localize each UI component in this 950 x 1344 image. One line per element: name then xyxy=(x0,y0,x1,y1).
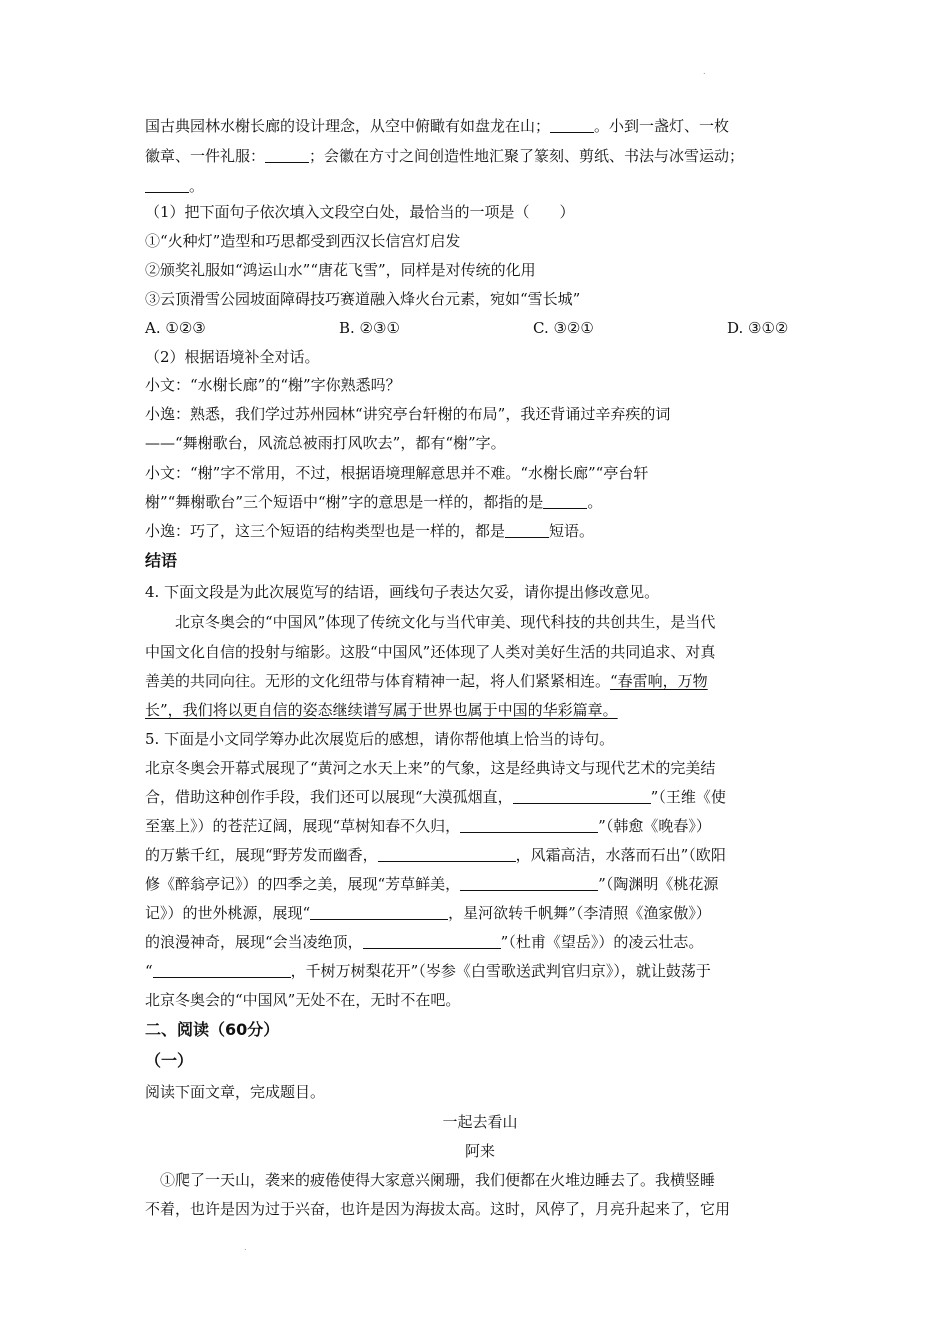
option-c: C. ③②① xyxy=(533,319,594,337)
poem-blank xyxy=(513,788,651,804)
poem-blank xyxy=(153,962,291,978)
q5-line: 合，借助这种创作手段，我们还可以展现“大漠孤烟直， ”（王维《使 xyxy=(145,788,726,806)
article-paragraph: ①爬了一天山，袭来的疲倦使得大家意兴阑珊，我们便都在火堆边睡去了。我横竖睡 xyxy=(160,1171,716,1189)
poem-blank xyxy=(460,817,598,833)
section-heading-conclusion: 结语 xyxy=(145,551,178,570)
poem-blank xyxy=(460,875,598,891)
dialogue-line: 小逸：巧了，这三个短语的结构类型也是一样的，都是 短语。 xyxy=(145,522,595,540)
answer-blank xyxy=(505,522,549,538)
q3-sub2: （2）根据语境补全对话。 xyxy=(145,348,320,366)
q5-line: “ ，千树万树梨花开”（岑参《白雪歌送武判官归京》），就让鼓荡于 xyxy=(145,962,711,980)
q3-sub1: （1）把下面句子依次填入文段空白处，最恰当的一项是（ ） xyxy=(145,203,575,221)
passage-line: 国古典园林水榭长廊的设计理念，从空中俯瞰有如盘龙在山； 。小到一盏灯、一枚 xyxy=(145,117,730,135)
dialogue-line: 榭”“舞榭歌台”三个短语中“榭”字的意思是一样的，都指的是 。 xyxy=(145,493,603,511)
scan-dot: . xyxy=(244,1243,247,1252)
q4-passage-line xyxy=(145,700,815,720)
dialogue-line: 小逸：熟悉，我们学过苏州园林“讲究亭台轩榭的布局”，我还背诵过辛弃疾的词 xyxy=(145,405,671,423)
q5-line: 的万紫千红，展现“野芳发而幽香， ，风霜高洁，水落而石出”（欧阳 xyxy=(145,846,726,864)
answer-blank xyxy=(550,117,594,133)
article-paragraph: 不着，也许是因为过于兴奋，也许是因为海拔太高。这时，风停了，月亮升起来了，它用 xyxy=(145,1200,731,1218)
q5-line: 北京冬奥会的“中国风”无处不在，无时不在吧。 xyxy=(145,991,461,1009)
dialogue-line: ——“舞榭歌台，风流总被雨打风吹去”，都有“榭”字。 xyxy=(145,434,506,452)
poem-blank xyxy=(310,904,448,920)
q5-line: 记》）的世外桃源，展现“ ，星河欲转千帆舞”（李清照《渔家傲》） xyxy=(145,904,711,922)
q4-stem: 4. 下面文段是为此次展览写的结语，画线句子表达欠妥，请你提出修改意见。 xyxy=(145,583,660,601)
dialogue-line: 小文：“水榭长廊”的“榭”字你熟悉吗？ xyxy=(145,376,401,394)
passage-line: 。 xyxy=(145,176,815,196)
poem-blank xyxy=(363,933,501,949)
q5-stem: 5. 下面是小文同学筹办此次展览后的感想，请你帮他填上恰当的诗句。 xyxy=(145,730,615,748)
underlined-sentence: “春雷响，万物 xyxy=(610,672,708,690)
passage-line: 徽章、一件礼服： ；会徽在方寸之间创造性地汇聚了篆刻、剪纸、书法与冰雪运动； xyxy=(145,147,745,165)
dialogue-line: 小文：“榭”字不常用，不过，根据语境理解意思并不难。“水榭长廊”“亭台轩 xyxy=(145,464,649,482)
option-a: A. ①②③ xyxy=(145,319,206,337)
q4-passage-line: 北京冬奥会的“中国风”体现了传统文化与当代审美、现代科技的共创共生，是当代 xyxy=(175,613,716,631)
option-d: D. ③①② xyxy=(727,319,789,337)
answer-blank xyxy=(265,147,309,163)
q3-sentence-3: ③云顶滑雪公园坡面障碍技巧赛道融入烽火台元素，宛如“雪长城” xyxy=(145,290,581,308)
option-b: B. ②③① xyxy=(339,319,400,337)
q5-line: 的浪漫神奇，展现“会当凌绝顶， ”（杜甫《望岳》）的凌云壮志。 xyxy=(145,933,704,951)
answer-blank xyxy=(543,493,587,509)
q3-sentence-1: ①“火种灯”造型和巧思都受到西汉长信宫灯启发 xyxy=(145,232,461,250)
article-title: 一起去看山 xyxy=(442,1113,518,1131)
reading-instruction: 阅读下面文章，完成题目。 xyxy=(145,1083,326,1101)
answer-blank xyxy=(145,177,189,193)
underlined-sentence: 长”，我们将以更自信的姿态继续谱写属于世界也属于中国的华彩篇章。 xyxy=(145,701,618,719)
reading-part-label: （一） xyxy=(145,1051,194,1070)
poem-blank xyxy=(378,846,516,862)
scan-dot: . xyxy=(703,67,706,76)
article-author: 阿来 xyxy=(464,1142,495,1160)
q5-line: 北京冬奥会开幕式展现了“黄河之水天上来”的气象，这是经典诗文与现代艺术的完美结 xyxy=(145,759,716,777)
q5-line: 修《醉翁亭记》）的四季之美，展现“芳草鲜美， ”（陶渊明《桃花源 xyxy=(145,875,719,893)
section-heading-reading: 二、阅读（60分） xyxy=(145,1020,280,1039)
q4-passage-line: 善美的共同向往。无形的文化纽带与体育精神一起，将人们紧紧相连。“春雷响，万物 xyxy=(145,672,708,690)
q4-passage-line: 中国文化自信的投射与缩影。这股“中国风”还体现了人类对美好生活的共同追求、对真 xyxy=(145,643,716,661)
q5-line: 至塞上》）的苍茫辽阔，展现“草树知春不久归， ”（韩愈《晚春》） xyxy=(145,817,711,835)
q3-sentence-2: ②颁奖礼服如“鸿运山水”“唐花飞雪”，同样是对传统的化用 xyxy=(145,261,536,279)
